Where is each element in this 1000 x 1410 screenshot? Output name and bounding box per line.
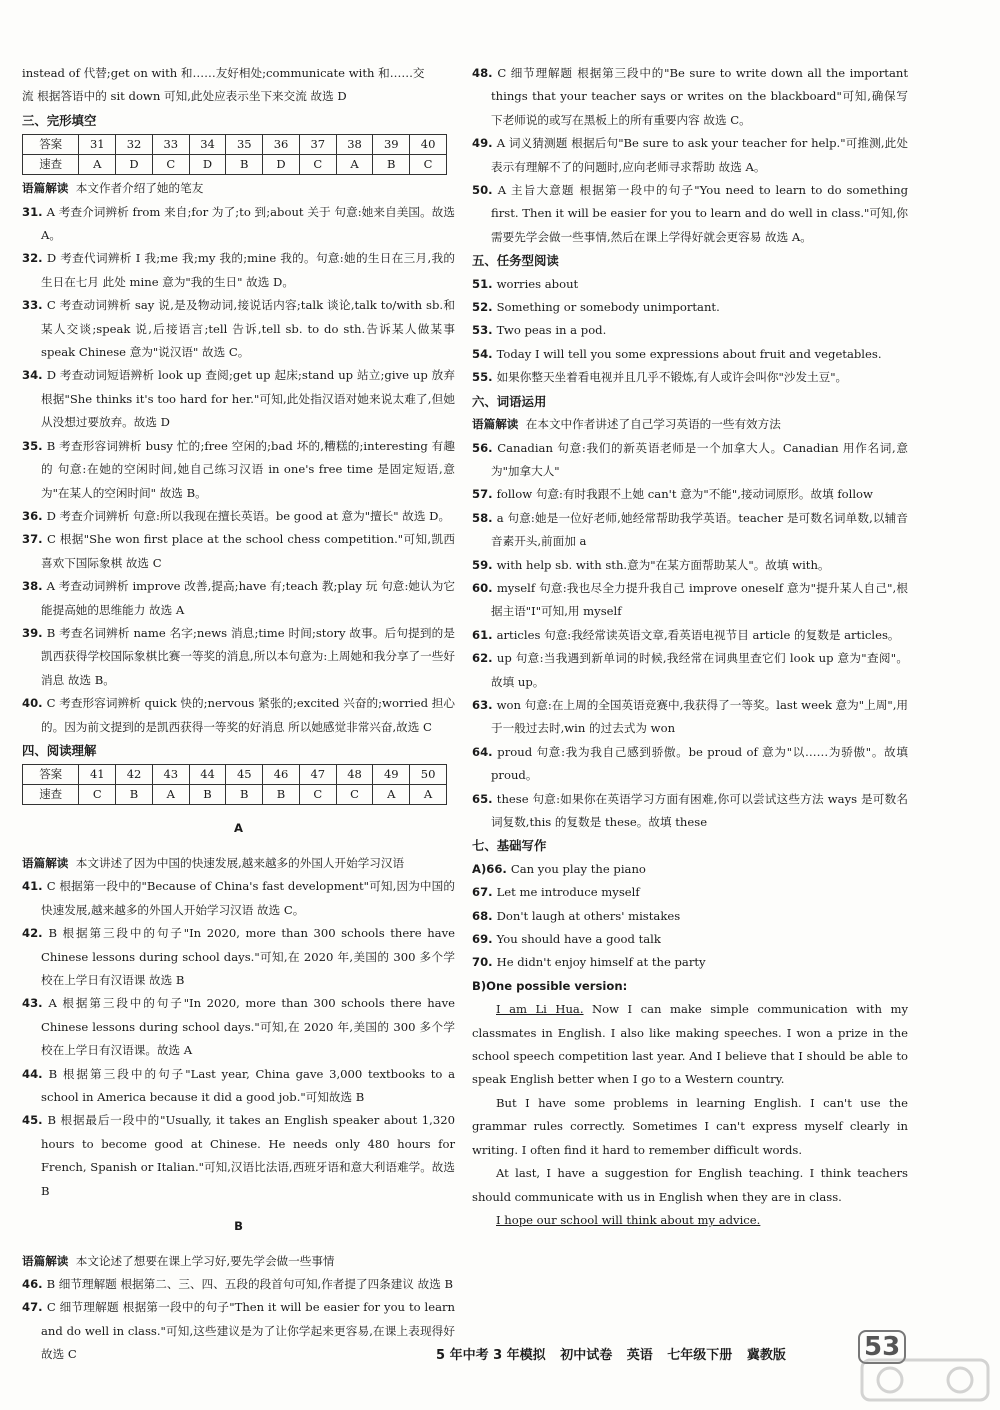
answer-table-4-row-cell: C [336,785,373,805]
writing-item [472,858,908,881]
answer-table-4-row-cell: A [152,785,189,805]
answer-table-4-row-cell: B [116,785,153,805]
answer-table-4-head-cell: 46 [263,765,300,785]
passage-b-text: 本文论述了想要在课上学习好,要先学会做一些事情 [75,1253,335,1268]
answer-table-3-head-cell: 答案 [23,135,79,155]
items-31-40 [22,201,455,739]
right-column [472,62,908,1232]
item-text: Two peas in a pod. [496,323,607,338]
answer-item [22,201,455,248]
answer-item [472,343,908,366]
section-6-title: 六、词语运用 [472,393,547,409]
answer-item [472,624,908,647]
answer-item [22,505,455,528]
footer-subject: 英语 [626,1348,653,1363]
part-b-heading: B [234,1218,243,1233]
section-3-title: 三、完形填空 [22,112,97,128]
page-number: 53 [858,1330,906,1364]
item-number: 48. [472,66,498,80]
answer-table-3-head-cell: 36 [263,135,300,155]
item-text: D 考查介词辨析 句意:所以我现在擅长英语。be good at 意为"擅长" 故选 D。 [46,508,451,523]
answer-table-3-head-cell: 31 [79,135,116,155]
item-number: 50. [472,183,498,198]
answer-item [22,922,455,992]
answer-table-3-head [23,135,447,155]
answer-table-4-head-cell: 45 [226,765,263,785]
item-text: with help sb. with sth.意为"在某方面帮助某人"。故填 with。 [496,557,830,572]
item-number: 40. [22,696,47,711]
answer-table-3-row-cell: D [263,155,300,175]
answer-item [22,1296,455,1366]
item-text: B 细节理解题 根据第二、三、四、五段的段首句可知,作者提了四条建议 故选 B [46,1277,454,1292]
answer-table-3-head-cell: 38 [336,135,373,155]
item-number: 53. [472,323,497,338]
answer-table-4-row-cell: A [373,785,410,805]
answer-table-4-head-cell: 47 [299,765,336,785]
page-footer [436,1344,856,1368]
item-number: 43. [22,996,49,1011]
answer-table-4-head-cell: 42 [116,765,153,785]
answer-table-3 [22,134,447,175]
item-number: 39. [22,625,47,640]
item-text: B 考查形容词辨析 busy 忙的;free 空闲的;bad 坏的,糟糕的;interesting 有趣的 句意:在她的空闲时间,她自己练习汉语 in one's free time 是固定短语,意为"在某人的空闲时间" 故选 B。 [41,438,455,500]
answer-item [472,483,908,506]
answer-table-4-row-cell: C [299,785,336,805]
item-text: A 词义猜测题 根据后句"Be sure to ask your teacher for help."可推测,此处表示有理解不了的问题时,应向老师寻求帮助 故选 A。 [491,136,908,174]
answer-table-4-head-cell: 49 [373,765,410,785]
answer-item [22,247,455,294]
answer-item [22,364,455,434]
answer-table-3-head-cell: 40 [410,135,447,155]
item-text: C 根据第一段中的"Because of China's fast development"可知,因为中国的快速发展,越来越多的外国人开始学习汉语 故选 C。 [41,879,455,917]
item-number: 64. [472,744,498,759]
passage-a-label: 语篇解读 [22,855,69,870]
answer-table-4-head-cell: 44 [189,765,226,785]
footer-edition: 冀教版 [746,1348,786,1363]
answer-table-4-row-cell: B [263,785,300,805]
item-number: 42. [22,926,49,941]
writing-item [472,881,908,904]
passage-a-note [22,852,455,875]
answer-item [472,273,908,296]
item-number: 60. [472,580,497,595]
item-number: 58. [472,510,497,525]
footer-type: 初中试卷 [560,1348,613,1363]
item-text: a 句意:她是一位好老师,她经常帮助我学英语。teacher 是可数名词单数,以辅音音素开头,前面加 a [491,510,908,549]
answer-table-3-row-cell: B [226,155,263,175]
answer-table-3-row-cell: A [79,155,116,175]
answer-item [472,554,908,577]
answer-item [22,528,455,575]
section-4-title: 四、阅读理解 [22,742,97,758]
item-number: 34. [22,368,47,383]
writing-item [472,905,908,928]
item-number: 62. [472,651,497,666]
items-51-55 [472,273,908,390]
answer-table-3-row [23,155,447,175]
items-56-65 [472,437,908,835]
passage-b-label: 语篇解读 [22,1253,69,1268]
answer-item [472,647,908,694]
item-number: 44. [22,1066,49,1081]
item-number: 68. [472,908,497,923]
item-text: Can you play the piano [510,861,646,876]
answer-table-4-head-cell: 答案 [23,765,79,785]
item-text: He didn't enjoy himself at the party [496,955,706,970]
answer-item [22,875,455,922]
answer-item [472,319,908,342]
item-text: Canadian 句意:我们的新英语老师是一个加拿大人。Canadian 用作名词,意为"加拿大人" [491,440,908,478]
item-number: 36. [22,508,47,523]
essay-paragraph-1 [472,998,908,1092]
answer-item [472,507,908,554]
item-text: Let me introduce myself [496,885,640,900]
items-41-45 [22,875,455,1203]
items-48-50 [472,62,908,249]
item-text: B 根据最后一段中的"Usually, it takes an English speaker about 1,320 hours to become good at Chinese. He needs only 480 hours for French, Spanish or Italian."可知,汉语比法语,西班牙语和意大利语难学。故选 B [41,1113,455,1198]
answer-item [472,179,908,249]
item-number: 33. [22,298,47,313]
answer-item [22,992,455,1062]
item-number: 69. [472,932,497,947]
footer-book: 5 年中考 3 年模拟 [436,1348,546,1363]
item-number: 65. [472,791,497,806]
passage-b-note [22,1250,455,1273]
essay-p1-text: Now I can make simple communication with my classmates in English. I also like making speeches. I won a prize in the school speech competition last year. And I believe that I should be able to speak English better when I go to a Western country. [472,1002,908,1087]
item-text: C 考查动词辨析 say 说,是及物动词,接说话内容;talk 谈论,talk to/with sb.和某人交谈;speak 说,后接语言;tell 告诉,tell sb. to do sth.告诉某人做某事 speak Chinese 意为"说汉语" 故选 C。 [41,298,455,360]
item-text: C 考查形容词辨析 quick 快的;nervous 紧张的;excited 兴奋的;worried 担心的。因为前文提到的是凯西获得一等奖的好消息 所以她感觉非常兴奋,故选 C [41,696,456,734]
item-text: won 句意:在上周的全国英语竞赛中,我获得了一等奖。last week 意为"上周",用于一般过去时,win 的过去式为 won [491,697,908,736]
essay-opening: I am Li Hua. [496,1002,584,1017]
answer-table-4-head-cell: 41 [79,765,116,785]
answer-table-3-head-cell: 33 [152,135,189,155]
answer-item [472,577,908,624]
item-text: You should have a good talk [496,932,661,947]
answer-item [22,435,455,505]
item-number: 56. [472,440,498,455]
section-5-title: 五、任务型阅读 [472,253,559,269]
answer-table-3-row-cell: C [152,155,189,175]
item-text: A 根据第三段中的句子"In 2020, more than 300 schools there have Chinese lessons during school days."可知,在 2020 年,美国的 300 多个学校在上学日有汉语课。故选 A [41,996,455,1058]
answer-item [22,1109,455,1203]
item-text: Today I will tell you some expressions about fruit and vegetables. [496,346,882,361]
answer-item [472,62,908,132]
answer-table-4-row-cell: 速查 [23,785,79,805]
answer-table-3-head-cell: 32 [116,135,153,155]
item-text: C 细节理解题 根据第三段中的"Be sure to write down all the important things that your teacher says or writes on the blackboard"可知,确保写下老师说的或写在黑板上的所有重要内容 故选 C。 [491,66,908,127]
item-number: 45. [22,1113,48,1128]
answer-table-3-head-cell: 35 [226,135,263,155]
answer-item [22,294,455,364]
answer-item [22,575,455,622]
answer-table-3-row-cell: C [410,155,447,175]
item-number: 41. [22,879,47,894]
item-number: 46. [22,1277,47,1292]
essay-paragraph-4 [472,1209,908,1232]
answer-table-4-head [23,765,447,785]
item-number: 35. [22,438,47,453]
passage-a-text: 本文讲述了因为中国的快速发展,越来越多的外国人开始学习汉语 [75,855,405,870]
item-number: 37. [22,532,47,547]
essay-closing: I hope our school will think about my advice. [496,1212,761,1227]
writing-item [472,928,908,951]
item-text: Don't laugh at others' mistakes [496,908,681,923]
item-number: 52. [472,300,497,315]
item-number: 63. [472,697,497,712]
item-number: 66. [486,861,511,876]
item-text: A 主旨大意题 根据第一段中的句子"You need to learn to do something first. Then it will be easier for you to learn and do well in class."可知,你需要先学会做一些事情,然后在课上学得好就会更容易 故选 A。 [491,183,908,244]
item-number: 47. [22,1300,47,1315]
item-number: 54. [472,346,497,361]
answer-table-4 [22,764,447,805]
part-a-heading: A [234,820,243,835]
item-number: 51. [472,276,497,291]
item-text: B 根据第三段中的句子"Last year, China gave 3,000 textbooks to a school in America because it did a good job."可知故选 B [41,1066,455,1105]
answer-table-4-head-cell: 43 [152,765,189,785]
passage-label: 语篇解读 [22,181,69,196]
item-text: these 句意:如果你在英语学习方面有困难,你可以尝试这些方法 ways 是可数名词复数,this 的复数是 these。故填 these [491,791,908,829]
essay-paragraph-3: At last, I have a suggestion for English teaching. I think teachers should communicate with us in English when they are in class. [472,1166,908,1204]
answer-item [472,741,908,788]
answer-item [22,622,455,692]
items-66-70 [472,858,908,975]
version-label: One possible version: [486,978,628,993]
item-number: 31. [22,204,47,219]
item-number: 32. [22,251,47,266]
answer-table-4-row [23,785,447,805]
item-text: D 考查代词辨析 I 我;me 我;my 我的;mine 我的。句意:她的生日在三月,我的生日在七月 此处 mine 意为"我的生日" 故选 D。 [41,251,455,289]
item-text: 如果你整天坐着看电视并且几乎不锻炼,有人或许会叫你"沙发土豆"。 [496,370,848,385]
answer-item [22,692,455,739]
item-number: 55. [472,370,497,385]
passage-6-note [472,413,908,436]
watermark-logo-icon [860,1358,990,1402]
item-text: A 考查动词辨析 improve 改善,提高;have 有;teach 教;play 玩 句意:她认为它能提高她的思维能力 故选 A [41,579,455,617]
answer-item [472,437,908,484]
answer-item [472,296,908,319]
answer-table-3-row-cell: B [373,155,410,175]
passage-6-text: 在本文中作者讲述了自己学习英语的一些有效方法 [525,417,781,432]
answer-table-3-head-cell: 37 [299,135,336,155]
answer-table-4-head-cell: 48 [336,765,373,785]
item-text: follow 句意:有时我跟不上她 can't 意为"不能",接动词原形。故填 follow [496,487,873,502]
part-a-7-label: A) [472,861,487,876]
item-text: B 考查名词辨析 name 名字;news 消息;time 时间;story 故事。后句提到的是凯西获得学校国际象棋比赛一等奖的消息,所以本句意为:上周她和我分享了一些好消息 故选 B。 [41,625,455,687]
part-b-version [472,975,908,998]
left-column [22,62,455,1367]
answer-table-3-row-cell: D [116,155,153,175]
item-number: 38. [22,579,47,594]
item-number: 57. [472,487,497,502]
item-number: 70. [472,955,497,970]
answer-table-4-row-cell: B [226,785,263,805]
item-text: A 考查介词辨析 from 来自;for 为了;to 到;about 关于 句意:她来自美国。故选 A。 [41,204,455,243]
answer-table-3-row-cell: A [336,155,373,175]
answer-table-4-row-cell: C [79,785,116,805]
item-text: B 根据第三段中的句子"In 2020, more than 300 schools there have Chinese lessons during school days."可知,在 2020 年,美国的 300 多个学校在上学日有汉语课 故选 B [41,926,455,987]
item-text: D 考查动词短语辨析 look up 查阅;get up 起床;stand up 站立;give up 放弃 根据"She thinks it's too hard for her."可知,此处指汉语对她来说太难了,但她从没想过要放弃。故选 D [41,368,455,430]
items-46-47 [22,1273,455,1367]
item-text: Something or somebody unimportant. [496,300,720,315]
item-text: C 细节理解题 根据第一段中的句子"Then it will be easier for you to learn and do well in class."可知,这些建议是为了让你学起来更容易,在课上表现得好 故选 C [41,1300,456,1362]
item-text: C 根据"She won first place at the school chess competition."可知,凯西喜欢下国际象棋 故选 C [41,532,455,570]
item-text: proud 句意:我为我自己感到骄傲。be proud of 意为"以……为骄傲"。故填 proud。 [491,744,908,783]
answer-item [472,132,908,179]
passage-3-note [22,177,455,200]
item-number: 49. [472,136,497,151]
essay-paragraph-2: But I have some problems in learning English. I can't use the grammar rules correctly. Sometimes I can't express myself clearly in writing. I often find it hard to remember difficult words. [472,1095,908,1157]
answer-table-3-head-cell: 39 [373,135,410,155]
answer-item [22,1273,455,1296]
answer-table-4-head-cell: 50 [410,765,447,785]
item-text: up 句意:当我遇到新单词的时候,我经常在词典里查它们 look up 意为"查阅"。故填 up。 [491,651,908,689]
answer-table-4-row-cell: A [410,785,447,805]
answer-item [472,694,908,741]
item-number: 67. [472,885,497,900]
intro-line-2: 流 根据答语中的 sit down 可知,此处应表示坐下来交流 故选 D [22,89,347,104]
answer-table-3-head-cell: 34 [189,135,226,155]
item-text: worries about [496,276,579,291]
answer-table-4-row-cell: B [189,785,226,805]
item-number: 59. [472,557,497,572]
answer-item [472,788,908,835]
section-7-title: 七、基础写作 [472,838,547,854]
answer-table-3-row-cell: C [299,155,336,175]
item-number: 61. [472,627,497,642]
answer-table-3-row-cell: D [189,155,226,175]
item-text: myself 句意:我也尽全力提升我自己 improve oneself 意为"提升某人自己",根据主语"I"可知,用 myself [491,580,909,619]
passage-3-text: 本文作者介绍了她的笔友 [75,181,204,196]
item-text: articles 句意:我经常读英语文章,看英语电视节目 article 的复数是 articles。 [496,627,900,642]
answer-item [22,1063,455,1110]
writing-item [472,951,908,974]
answer-item [472,366,908,389]
part-b-7-label: B) [472,978,487,993]
footer-grade: 七年级下册 [667,1348,733,1363]
answer-table-3-row-cell: 速查 [23,155,79,175]
intro-line-1: instead of 代替;get on with 和……友好相处;communicate with 和……交 [22,66,425,80]
passage-6-label: 语篇解读 [472,417,519,432]
